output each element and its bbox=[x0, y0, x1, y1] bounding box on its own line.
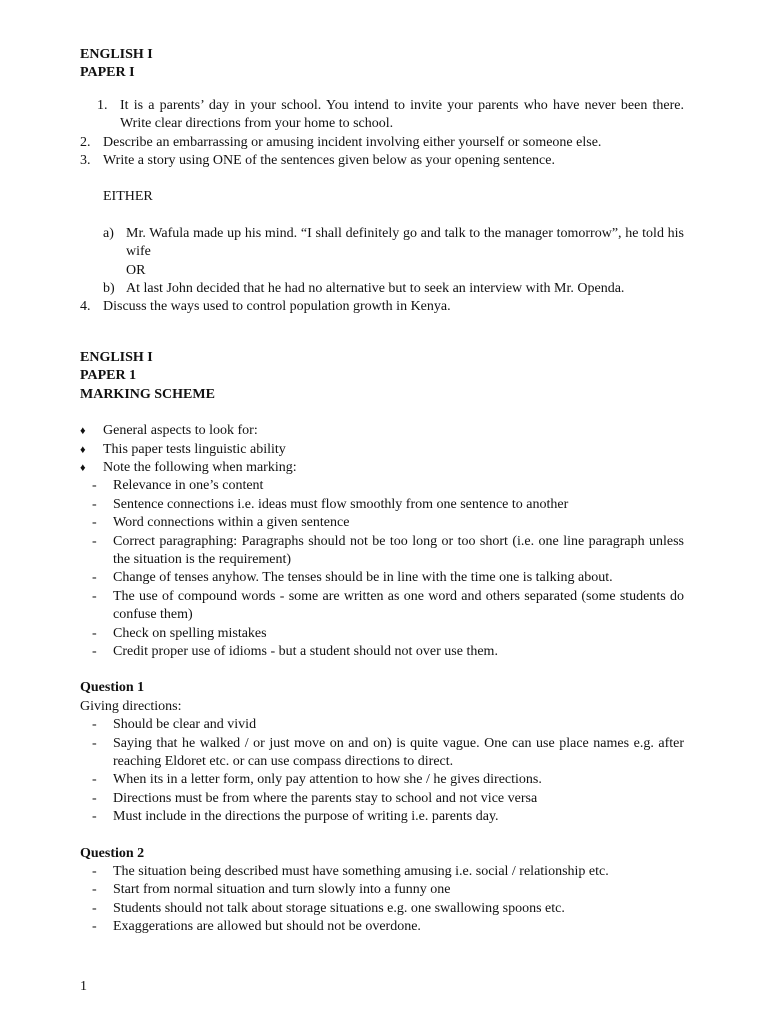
marking-note bbox=[80, 514, 684, 532]
marking-note-text: Change of tenses anyhow. The tenses should be in line with the time one is talking about. bbox=[113, 570, 613, 586]
question-1-heading: Question 1 bbox=[80, 680, 145, 696]
aspect-item bbox=[80, 441, 684, 459]
dash-marker: - bbox=[92, 919, 97, 935]
dash-marker: - bbox=[92, 570, 97, 586]
question-1-point-text: Directions must be from where the parents stay to school and not vice versa bbox=[113, 790, 538, 806]
question-1-point-text: Should be clear and vivid bbox=[113, 717, 257, 733]
question-2-point bbox=[80, 918, 684, 936]
question-2-point-text: The situation being described must have something amusing i.e. social / relationship etc. bbox=[113, 864, 609, 880]
diamond-bullet-icon: ♦ bbox=[80, 443, 86, 456]
question-1-point-text: When its in a letter form, only pay attention to how she / he gives directions. bbox=[113, 772, 542, 788]
dash-marker: - bbox=[92, 900, 97, 916]
aspect-item-text: General aspects to look for: bbox=[103, 423, 258, 439]
question-1-point bbox=[80, 771, 684, 789]
dash-marker: - bbox=[92, 643, 97, 659]
question-1-point-text: Saying that he walked / or just move on and on) is quite vague. One can use place names e.g. after reaching Eldoret etc. or can use compass directions to direct. bbox=[113, 735, 684, 769]
dash-marker: - bbox=[92, 515, 97, 531]
marking-note-text: Correct paragraphing: Paragraphs should not be too long or too short (i.e. one line paragraph unless the situation is the requirement) bbox=[113, 533, 684, 567]
page-number: 1 bbox=[80, 979, 87, 994]
option-a-text: Mr. Wafula made up his mind. “I shall definitely go and talk to the manager tomorrow”, he told his wife bbox=[126, 225, 684, 260]
question-1-text: It is a parents’ day in your school. You intend to invite your parents who have never been there. Write clear directions from your home to school. bbox=[120, 97, 684, 132]
question-1-point bbox=[80, 790, 684, 808]
marking-note bbox=[80, 496, 684, 514]
marking-note bbox=[80, 477, 684, 495]
question-1-point bbox=[80, 808, 684, 826]
marking-note-text: Sentence connections i.e. ideas must flow smoothly from one sentence to another bbox=[113, 496, 569, 512]
dash-marker: - bbox=[92, 864, 97, 880]
scheme-heading: MARKING SCHEME bbox=[80, 386, 215, 402]
aspect-item-text: This paper tests linguistic ability bbox=[103, 441, 286, 457]
question-4-number: 4. bbox=[80, 299, 91, 315]
dash-marker: - bbox=[92, 735, 97, 751]
question-2 bbox=[80, 134, 684, 152]
diamond-bullet-icon: ♦ bbox=[80, 425, 86, 438]
dash-marker: - bbox=[92, 478, 97, 494]
scheme-title: ENGLISH I bbox=[80, 349, 153, 365]
question-2-point-text: Start from normal situation and turn slowly into a funny one bbox=[113, 882, 451, 898]
dash-marker: - bbox=[92, 588, 97, 604]
aspect-item bbox=[80, 459, 684, 477]
marking-note-text: Word connections within a given sentence bbox=[113, 515, 350, 531]
question-2-point bbox=[80, 900, 684, 918]
question-4-text: Discuss the ways used to control population growth in Kenya. bbox=[103, 299, 451, 315]
question-4 bbox=[80, 298, 684, 316]
option-a-letter: a) bbox=[103, 225, 114, 241]
aspect-item bbox=[80, 422, 684, 440]
question-3-text: Write a story using ONE of the sentences given below as your opening sentence. bbox=[103, 153, 555, 169]
dash-marker: - bbox=[92, 809, 97, 825]
question-2-points-list bbox=[80, 863, 684, 937]
option-b-text: At last John decided that he had no alternative but to seek an interview with Mr. Openda. bbox=[126, 281, 625, 297]
question-2-heading: Question 2 bbox=[80, 845, 145, 861]
question-1-intro: Giving directions: bbox=[80, 698, 182, 714]
marking-note bbox=[80, 625, 684, 643]
question-2-point-text: Students should not talk about storage situations e.g. one swallowing spoons etc. bbox=[113, 900, 565, 916]
or-label: OR bbox=[126, 262, 146, 278]
aspect-item-text: Note the following when marking: bbox=[103, 459, 297, 475]
question-1-point bbox=[80, 716, 684, 734]
general-aspects-list bbox=[80, 422, 684, 477]
page-content bbox=[80, 46, 684, 937]
scheme-paper: PAPER 1 bbox=[80, 368, 137, 384]
marking-note-text: Check on spelling mistakes bbox=[113, 625, 267, 641]
question-1-point bbox=[80, 735, 684, 772]
question-3 bbox=[80, 152, 684, 170]
question-2-point bbox=[80, 881, 684, 899]
marking-note bbox=[80, 533, 684, 570]
marking-note-text: The use of compound words - some are written as one word and others separated (some students do confuse them) bbox=[113, 588, 684, 623]
question-1-point-text: Must include in the directions the purpose of writing i.e. parents day. bbox=[113, 809, 499, 825]
diamond-bullet-icon: ♦ bbox=[80, 461, 86, 474]
dash-marker: - bbox=[92, 790, 97, 806]
option-a bbox=[80, 225, 684, 262]
marking-note-text: Relevance in one’s content bbox=[113, 478, 264, 494]
question-2-point-text: Exaggerations are allowed but should not be overdone. bbox=[113, 919, 421, 935]
dash-marker: - bbox=[92, 533, 97, 549]
either-label: EITHER bbox=[103, 189, 153, 205]
option-b-letter: b) bbox=[103, 281, 115, 297]
dash-marker: - bbox=[92, 882, 97, 898]
marking-note bbox=[80, 569, 684, 587]
option-b bbox=[80, 280, 684, 298]
question-1 bbox=[80, 97, 684, 134]
marking-note bbox=[80, 588, 684, 625]
dash-marker: - bbox=[92, 717, 97, 733]
marking-note-text: Credit proper use of idioms - but a student should not over use them. bbox=[113, 643, 498, 659]
question-3-number: 3. bbox=[80, 153, 91, 169]
paper-subtitle: PAPER I bbox=[80, 65, 135, 81]
dash-marker: - bbox=[92, 496, 97, 512]
question-2-text: Describe an embarrassing or amusing incident involving either yourself or someone else. bbox=[103, 134, 602, 150]
question-1-number: 1. bbox=[97, 97, 108, 113]
dash-marker: - bbox=[92, 772, 97, 788]
paper-title: ENGLISH I bbox=[80, 47, 153, 62]
question-1-points-list bbox=[80, 716, 684, 826]
dash-marker: - bbox=[92, 625, 97, 641]
marking-notes-list bbox=[80, 477, 684, 661]
marking-note bbox=[80, 643, 684, 661]
question-2-number: 2. bbox=[80, 134, 91, 150]
question-2-point bbox=[80, 863, 684, 881]
